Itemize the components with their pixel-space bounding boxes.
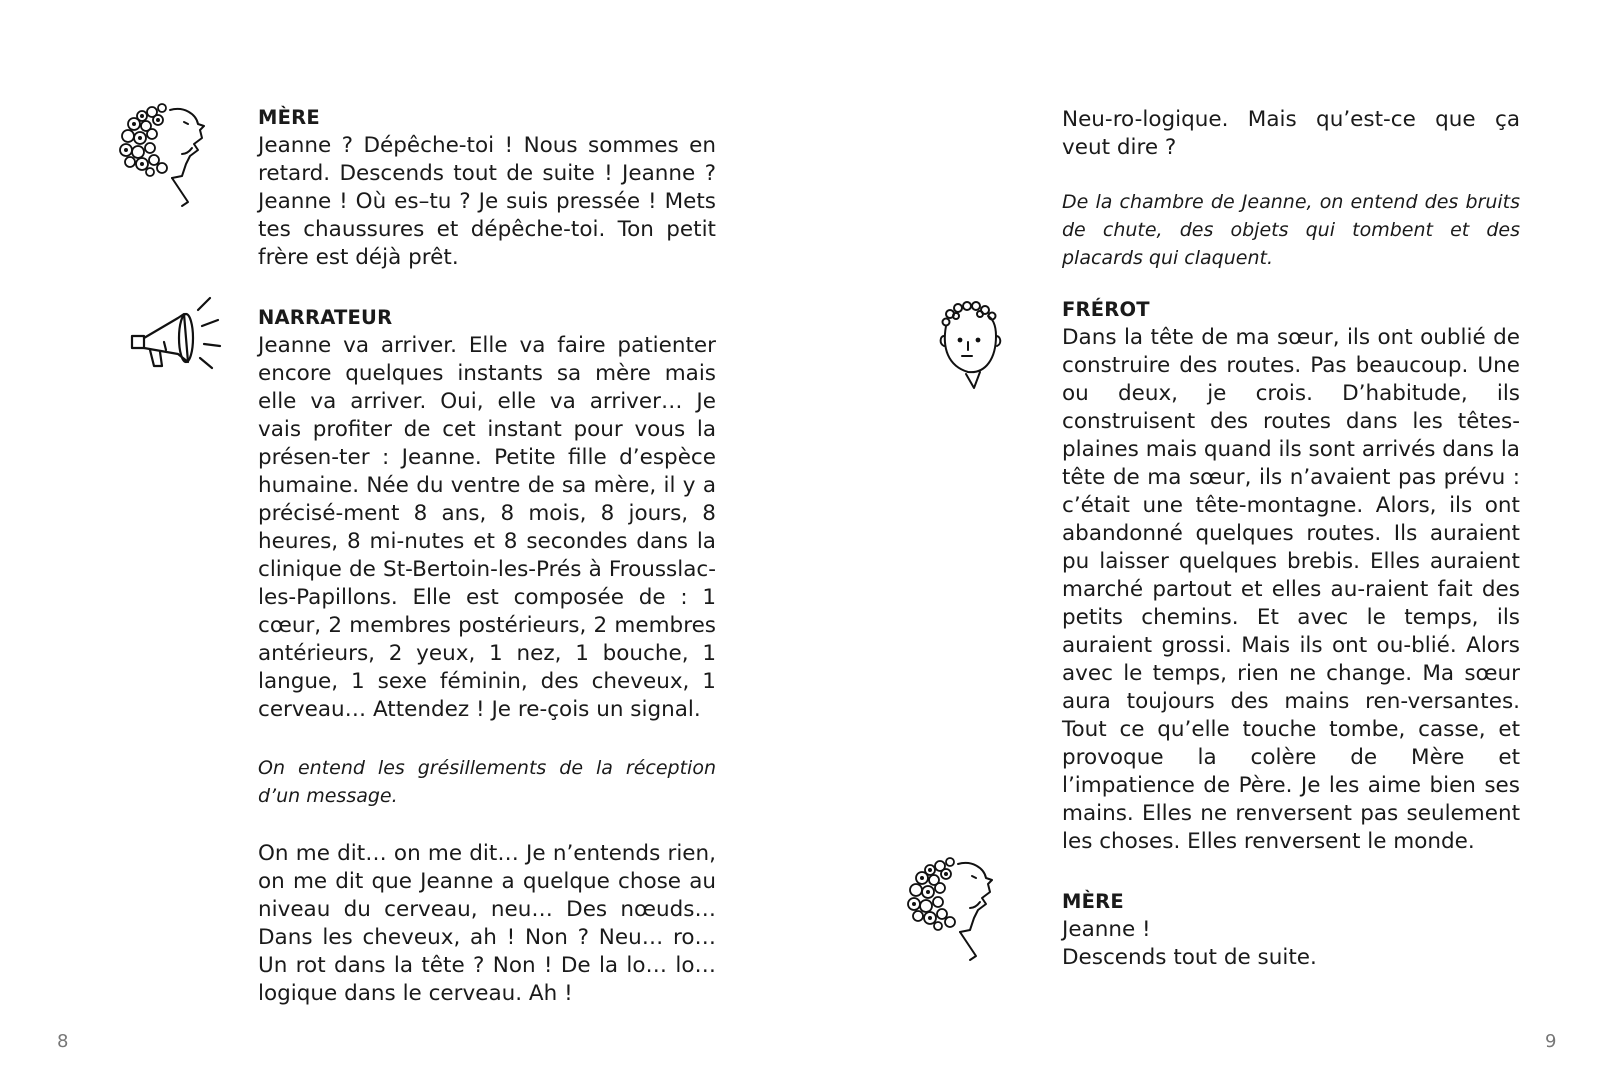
dialogue-line: Descends tout de suite. [1062,945,1317,970]
speaker-name: MÈRE [258,106,320,129]
mother-curly-hair-icon [900,852,1010,964]
page-number: 8 [57,1031,69,1052]
right-column [1062,106,1520,972]
stage-direction: On entend les grésillements de la réception d’un message. [258,757,716,807]
dialogue-text-continued: On me dit… on me dit… Je n’entends rien, on me dit que Jeanne a quelque chose au niveau du cerveau, neu… Des nœuds… Dans les cheveux, ah ! Non ? Neu… ro… Un rot dans la tête ? Non ! De la lo… lo… logique dans le cerveau. Ah ! [258,841,716,1006]
megaphone-icon [124,292,224,378]
dialogue-block-frerot [1062,298,1520,856]
dialogue-text: Dans la tête de ma sœur, ils ont oublié de construire des routes. Pas beaucoup. Une ou deux, je crois. D’habitude, ils construisent des routes dans les têtes-plaines mais quand ils sont arrivés dans la tête de ma sœur, ils n’avaient pas prévu : c’était une tête-montagne. Alors, ils ont abandonné quelques routes. Ils auraient pu laisser quelques brebis. Elles auraient marché partout et elles au-raient fait des petits chemins. Et avec le temps, ils auraient grossi. Mais ils ont ou-blié. Alors avec le temps, rien ne change. Ma sœur aura toujours des mains ren-versantes. Tout ce qu’elle touche tombe, casse, et provoque la colère de Mère et l’impatience de Père. Je les aime bien ses mains. Elles ne renversent pas seulement les choses. Elles renversent le monde. [1062,325,1520,854]
dialogue-text: Jeanne ? Dépêche-toi ! Nous sommes en retard. Descends tout de suite ! Jeanne ? Jeanne ! Où es–tu ? Je suis pressée ! Mets tes chaussures et dépêche-toi. Ton petit frère est déjà prêt. [258,133,716,270]
dialogue-block-narrateur [258,306,716,1008]
speaker-name: FRÉROT [1062,298,1150,321]
dialogue-line: Jeanne ! [1062,917,1151,942]
speaker-name: NARRATEUR [258,306,393,329]
brother-face-icon [936,300,1006,392]
right-page [800,0,1600,1085]
dialogue-block-mere [1062,890,1520,972]
dialogue-continuation: Neu-ro-logique. Mais qu’est-ce que ça veut dire ? [1062,107,1520,160]
page-number: 9 [1545,1031,1557,1052]
dialogue-block-mere [258,106,716,272]
dialogue-text: Jeanne va arriver. Elle va faire patienter encore quelques instants sa mère mais elle va arriver. Oui, elle va arriver… Je vais profiter de cet instant pour vous la présen-ter : Jeanne. Petite fille d’espèce humaine. Née du ventre de sa mère, il y a précisé-ment 8 ans, 8 mois, 8 jours, 8 heures, 8 mi-nutes et 8 secondes dans la clinique de St-Bertoin-les-Prés à Frousslac-les-Papillons. Elle est composée de : 1 cœur, 2 membres postérieurs, 2 membres antérieurs, 2 yeux, 1 nez, 1 bouche, 1 langue, 1 sexe féminin, des cheveux, 1 cerveau… Attendez ! Je re-çois un signal. [258,333,716,722]
speaker-name: MÈRE [1062,890,1124,913]
mother-curly-hair-icon [112,98,222,210]
left-column [258,106,716,1008]
stage-direction: De la chambre de Jeanne, on entend des bruits de chute, des objets qui tombent et des placards qui claquent. [1062,191,1520,269]
